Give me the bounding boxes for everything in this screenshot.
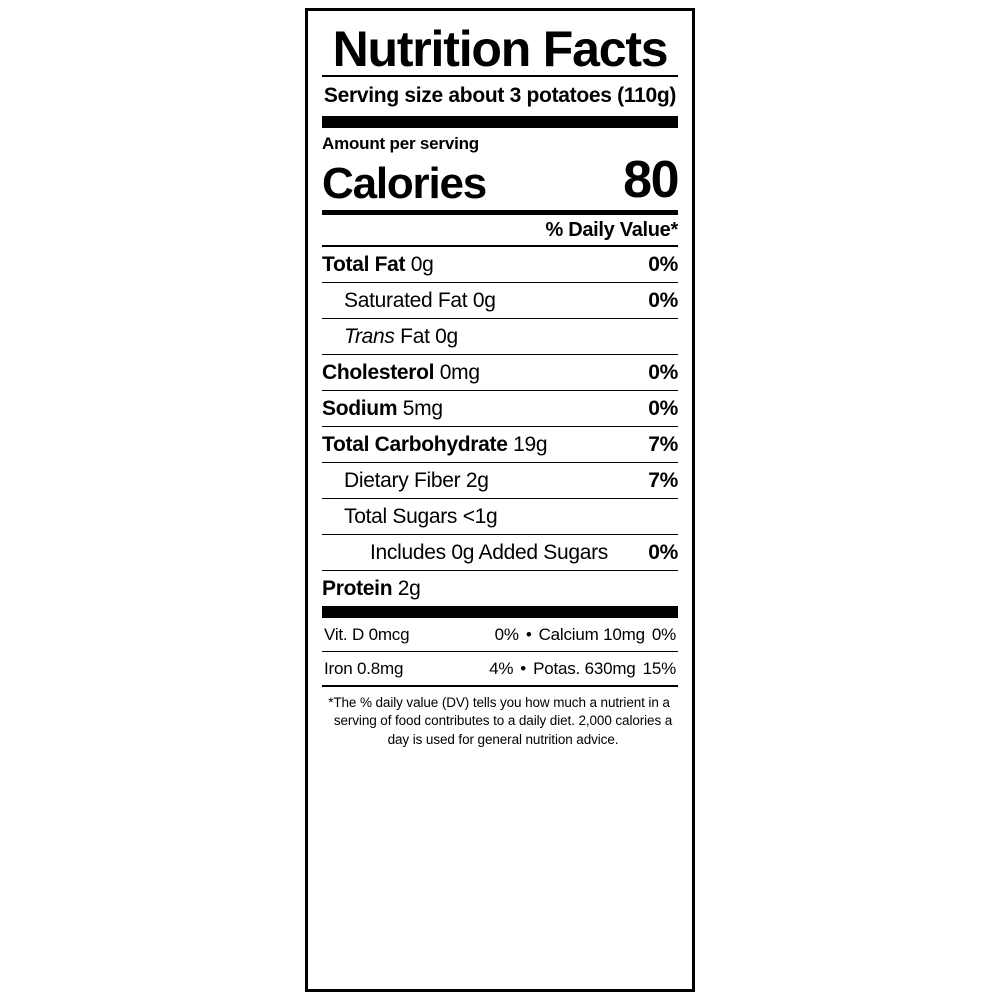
- nutrient-row-protein: [322, 571, 678, 606]
- footnote-line-1: *The % daily value (DV) tells you how much a nutrient in a: [328, 695, 670, 711]
- nutrient-amount-dietary-fiber: 2g: [465, 469, 489, 493]
- nutrient-row-cholesterol: [322, 355, 678, 390]
- amount-per-serving-label: Amount per serving: [322, 134, 479, 154]
- nutrient-row-sodium: [322, 391, 678, 426]
- nutrient-row-added-sugars: [322, 535, 678, 570]
- nutrient-amount-sodium: 5mg: [402, 397, 443, 421]
- vitamin-pct-iron: 4%: [489, 659, 514, 679]
- nutrient-row-dietary-fiber: [322, 463, 678, 498]
- nutrient-amount-total-sugars: <1g: [462, 505, 498, 529]
- nutrient-name-total-sugars: Total Sugars: [344, 505, 458, 529]
- nutrient-name-saturated-fat: Saturated Fat: [344, 289, 468, 313]
- calories-value: 80: [623, 151, 678, 210]
- calories-row: [322, 151, 678, 210]
- nutrition-facts-panel: [305, 8, 695, 992]
- footnote: [322, 687, 678, 749]
- calories-label: Calories: [322, 159, 487, 209]
- serving-size-text: Serving size about 3 potatoes (110g): [323, 84, 677, 107]
- nutrient-name-cholesterol: Cholesterol: [322, 361, 435, 385]
- vitamin-name-calcium: Calcium 10mg: [538, 625, 645, 645]
- nutrient-pct-dietary-fiber: 7%: [648, 469, 678, 493]
- nutrient-name-total-fat: Total Fat: [322, 253, 406, 277]
- nutrient-name-sodium: Sodium: [322, 397, 398, 421]
- nutrient-amount-total-fat: 0g: [410, 253, 434, 277]
- footnote-line-2: serving of food contributes to a daily diet. 2,000 calories a: [333, 713, 673, 729]
- divider-thick-top: [322, 116, 678, 128]
- nutrient-row-total-sugars: [322, 499, 678, 534]
- vitamin-pct-potassium: 15%: [642, 659, 676, 679]
- footnote-line-3: day is used for general nutrition advice.: [387, 731, 619, 747]
- nutrient-name-protein: Protein: [322, 577, 393, 601]
- nutrient-pct-total-carbohydrate: 7%: [648, 433, 678, 457]
- vitamin-row-1: [322, 618, 678, 651]
- daily-value-header: % Daily Value*: [545, 219, 678, 242]
- nutrient-amount-saturated-fat: 0g: [472, 289, 496, 313]
- nutrient-pct-sodium: 0%: [648, 397, 678, 421]
- nutrient-name-dietary-fiber: Dietary Fiber: [344, 469, 461, 493]
- nutrient-amount-trans-fat: Fat 0g: [400, 325, 458, 349]
- vitamin-pct-calcium: 0%: [651, 625, 676, 645]
- nutrient-pct-cholesterol: 0%: [648, 361, 678, 385]
- vitamin-pct-vit-d: 0%: [494, 625, 519, 645]
- vitamin-row-2: [322, 652, 678, 685]
- nutrient-amount-protein: 2g: [397, 577, 421, 601]
- vitamin-name-potassium: Potas. 630mg: [533, 659, 636, 679]
- nutrient-name-total-carbohydrate: Total Carbohydrate: [322, 433, 508, 457]
- nutrient-amount-cholesterol: 0mg: [439, 361, 480, 385]
- nutrient-row-saturated-fat: [322, 283, 678, 318]
- nutrient-name-trans-fat: Trans: [344, 325, 395, 349]
- nutrient-name-added-sugars: Includes 0g Added Sugars: [370, 541, 608, 565]
- bullet-separator-icon: •: [520, 659, 527, 679]
- nutrient-row-trans-fat: [322, 319, 678, 354]
- nutrient-amount-total-carbohydrate: 19g: [513, 433, 548, 457]
- nutrient-pct-added-sugars: 0%: [648, 541, 678, 565]
- bullet-separator-icon: •: [525, 625, 532, 645]
- vitamin-name-vit-d: Vit. D 0mcg: [324, 625, 410, 645]
- page-title: Nutrition Facts: [332, 21, 668, 77]
- divider-thick-bottom: [322, 606, 678, 618]
- nutrient-pct-total-fat: 0%: [648, 253, 678, 277]
- nutrient-pct-saturated-fat: 0%: [648, 289, 678, 313]
- vitamin-name-iron: Iron 0.8mg: [324, 659, 404, 679]
- nutrient-row-total-carbohydrate: [322, 427, 678, 462]
- nutrient-row-total-fat: [322, 247, 678, 282]
